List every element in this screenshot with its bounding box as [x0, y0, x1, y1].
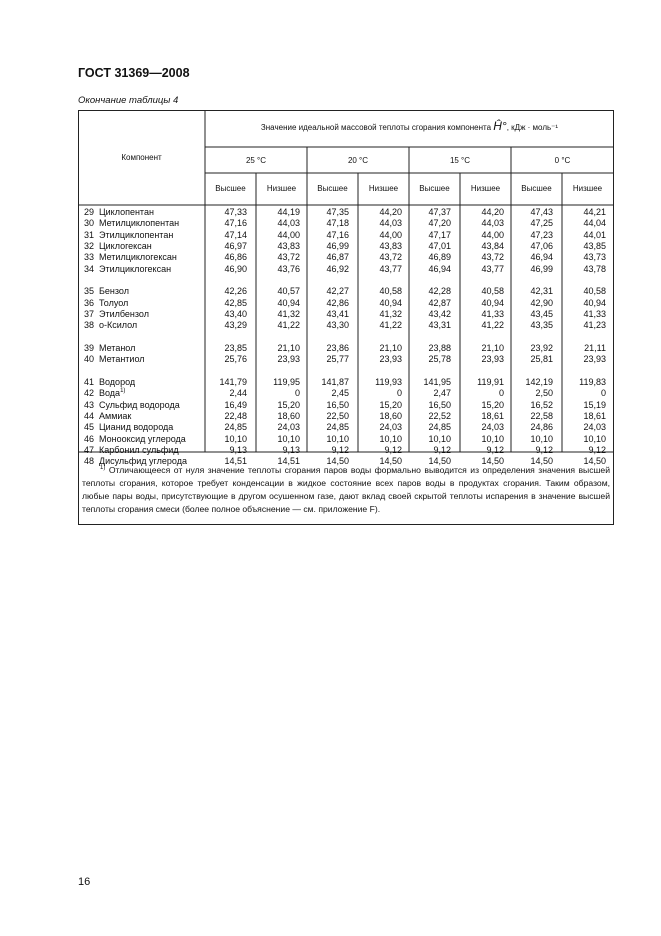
- value-higher: 141,95: [423, 377, 451, 388]
- component-name-text: о-Ксилол: [99, 320, 138, 331]
- value-higher: 24,85: [326, 422, 349, 433]
- value-lower: 15,20: [481, 399, 504, 410]
- value-lower: 44,00: [379, 229, 402, 240]
- footnote: [82, 464, 610, 516]
- value-higher: 14,51: [224, 456, 247, 467]
- value-higher: 2,44: [229, 388, 247, 399]
- value-higher: 141,79: [219, 377, 247, 388]
- value-higher: 47,25: [530, 218, 553, 229]
- temp-header-20: 20 °С: [347, 156, 369, 165]
- value-lower: 21,10: [277, 343, 300, 353]
- value-lower: 44,20: [379, 207, 402, 217]
- value-lower: 18,60: [277, 411, 300, 421]
- component-name-text: Метилциклопентан: [99, 218, 180, 229]
- component-name: [99, 445, 179, 455]
- value-lower: 14,51: [277, 456, 300, 467]
- value-lower: 43,77: [481, 263, 504, 274]
- value-lower: 40,58: [481, 286, 504, 297]
- value-lower: 44,21: [583, 207, 606, 217]
- value-higher: 10,10: [224, 433, 247, 444]
- value-higher: 16,50: [428, 399, 451, 410]
- value-lower: 0: [600, 388, 606, 399]
- value-higher: 142,19: [525, 377, 553, 388]
- value-higher: 47,35: [326, 207, 349, 217]
- value-lower: 15,19: [583, 399, 606, 410]
- subheader-higher: Высшее: [215, 184, 246, 193]
- value-higher: 2,47: [433, 388, 451, 399]
- row-number: 30: [83, 218, 94, 229]
- value-lower: 43,77: [379, 263, 402, 274]
- value-lower: 44,03: [379, 218, 402, 229]
- value-higher: 46,94: [428, 263, 451, 274]
- value-higher: 46,92: [326, 263, 349, 274]
- value-higher: 43,31: [428, 320, 451, 331]
- value-higher: 16,52: [530, 399, 553, 410]
- value-higher: 42,85: [224, 297, 247, 308]
- value-lower: 41,23: [583, 320, 606, 331]
- value-lower: 9,12: [486, 444, 504, 455]
- value-lower: 40,94: [277, 297, 300, 308]
- value-higher: 42,86: [326, 297, 349, 308]
- component-name: [99, 388, 125, 398]
- value-lower: 43,72: [379, 252, 402, 263]
- value-higher: 42,87: [428, 297, 451, 308]
- value-higher: 10,10: [428, 433, 451, 444]
- value-lower: 43,78: [583, 263, 606, 274]
- value-higher: 24,86: [530, 422, 553, 433]
- component-name-text: Этилбензол: [99, 308, 149, 319]
- value-higher: 46,99: [326, 240, 349, 251]
- row-number: 38: [83, 320, 94, 331]
- temp-header-0: 0 °С: [554, 156, 571, 165]
- value-higher: 46,87: [326, 252, 349, 263]
- component-name: [99, 411, 131, 421]
- subheader-lower: Низшее: [368, 184, 399, 193]
- value-higher: 23,85: [224, 343, 247, 353]
- component-name-text: Сульфид водорода: [99, 399, 180, 410]
- value-lower: 40,94: [583, 297, 606, 308]
- value-higher: 16,50: [326, 399, 349, 410]
- main-header: [205, 121, 614, 133]
- value-lower: 44,04: [583, 218, 606, 229]
- value-higher: 47,37: [428, 207, 451, 217]
- row-number: 46: [83, 433, 94, 444]
- value-higher: 47,18: [326, 218, 349, 229]
- component-name-text: Метантиол: [99, 354, 145, 365]
- page-number: 16: [78, 876, 91, 888]
- value-lower: 0: [498, 388, 504, 399]
- row-number: 33: [83, 252, 94, 263]
- component-name-text: Этилциклогексан: [99, 263, 172, 274]
- row-number: 43: [83, 399, 94, 410]
- value-lower: 24,03: [481, 422, 504, 433]
- value-higher: 25,77: [326, 354, 349, 365]
- value-lower: 24,03: [379, 422, 402, 433]
- value-higher: 46,99: [530, 263, 553, 274]
- row-number: 29: [83, 207, 94, 217]
- value-lower: 10,10: [277, 433, 300, 444]
- value-lower: 18,61: [583, 411, 606, 421]
- component-name-text: Цианид водорода: [99, 422, 174, 433]
- value-higher: 24,85: [428, 422, 451, 433]
- value-lower: 119,83: [579, 377, 606, 388]
- value-higher: 47,17: [428, 229, 451, 240]
- component-name: [99, 343, 135, 353]
- value-higher: 22,52: [428, 411, 451, 421]
- value-higher: 23,88: [428, 343, 451, 353]
- component-name-text: Метанол: [99, 343, 136, 353]
- footnote-marker: 1): [100, 465, 106, 472]
- value-higher: 9,12: [433, 444, 451, 455]
- value-lower: 41,32: [379, 308, 402, 319]
- value-lower: 119,93: [375, 377, 402, 388]
- table-caption: Окончание таблицы 4: [78, 95, 179, 106]
- value-lower: 44,19: [277, 207, 300, 217]
- value-higher: 2,50: [535, 388, 553, 399]
- value-higher: 47,06: [530, 240, 553, 251]
- value-higher: 25,76: [224, 354, 247, 365]
- component-name-text: Водород: [99, 377, 136, 388]
- value-lower: 0: [294, 388, 300, 399]
- value-higher: 22,50: [326, 411, 349, 421]
- value-lower: 44,20: [481, 207, 504, 217]
- row-number: 36: [83, 297, 94, 308]
- value-lower: 119,95: [273, 377, 300, 388]
- main-header-unit: , кДж · моль⁻¹: [506, 123, 559, 132]
- value-higher: 22,48: [224, 411, 247, 421]
- component-name-text: Карбонил сульфид: [99, 444, 179, 455]
- value-lower: 41,22: [277, 320, 300, 331]
- value-higher: 47,01: [428, 240, 451, 251]
- value-higher: 22,58: [530, 411, 553, 421]
- value-higher: 43,42: [428, 308, 451, 319]
- value-higher: 47,16: [326, 229, 349, 240]
- temp-header-15: 15 °С: [449, 156, 471, 165]
- component-name: [99, 264, 171, 274]
- value-lower: 43,72: [481, 252, 504, 263]
- row-number: 34: [83, 263, 94, 274]
- value-higher: 43,40: [224, 308, 247, 319]
- value-lower: 10,10: [481, 433, 504, 444]
- component-header: Компонент: [121, 153, 162, 162]
- value-lower: 21,10: [481, 343, 504, 353]
- value-lower: 21,11: [584, 343, 606, 353]
- value-higher: 25,78: [428, 354, 451, 365]
- component-name-text: Монооксид углерода: [99, 433, 186, 444]
- value-higher: 46,89: [428, 252, 451, 263]
- value-lower: 23,93: [379, 354, 402, 365]
- value-higher: 141,87: [321, 377, 349, 388]
- value-lower: 23,93: [277, 354, 300, 365]
- row-number: 39: [83, 343, 94, 353]
- value-lower: 24,03: [583, 422, 606, 433]
- footnote-ref: 1): [120, 388, 126, 395]
- subheader-higher: Высшее: [521, 184, 552, 193]
- value-higher: 47,20: [428, 218, 451, 229]
- value-higher: 25,81: [530, 354, 553, 365]
- component-name-text: Вода: [99, 388, 121, 399]
- value-lower: 44,01: [583, 229, 606, 240]
- value-higher: 42,90: [530, 297, 553, 308]
- component-name-text: Циклопентан: [99, 207, 154, 217]
- value-lower: 43,83: [379, 240, 402, 251]
- value-higher: 14,50: [326, 456, 349, 467]
- component-name-text: Метилциклогексан: [99, 252, 177, 263]
- value-lower: 14,50: [481, 456, 504, 467]
- value-lower: 40,94: [379, 297, 402, 308]
- component-name-text: Циклогексан: [99, 240, 152, 251]
- value-lower: 43,85: [583, 240, 606, 251]
- document-title: ГОСТ 31369—2008: [78, 66, 190, 80]
- row-number: 48: [83, 456, 94, 467]
- value-lower: 21,10: [379, 343, 402, 353]
- value-higher: 9,12: [331, 444, 349, 455]
- data-table: [78, 110, 614, 525]
- subheader-lower: Низшее: [572, 184, 603, 193]
- component-name-text: Дисульфид углерода: [99, 456, 187, 467]
- component-name-text: Толуол: [99, 297, 129, 308]
- value-lower: 15,20: [379, 399, 402, 410]
- value-lower: 41,33: [583, 308, 606, 319]
- value-lower: 40,57: [277, 286, 300, 297]
- value-lower: 18,61: [481, 411, 504, 421]
- row-number: 42: [83, 388, 94, 399]
- value-higher: 42,27: [326, 286, 349, 297]
- value-lower: 41,33: [481, 308, 504, 319]
- value-higher: 9,12: [535, 444, 553, 455]
- value-higher: 43,41: [326, 308, 349, 319]
- value-lower: 9,12: [588, 444, 606, 455]
- value-higher: 10,10: [530, 433, 553, 444]
- value-higher: 46,94: [530, 252, 553, 263]
- value-higher: 43,30: [326, 320, 349, 331]
- subheader-higher: Высшее: [317, 184, 348, 193]
- value-lower: 43,76: [277, 263, 300, 274]
- value-higher: 47,23: [530, 229, 553, 240]
- value-lower: 43,73: [583, 252, 606, 263]
- component-name-text: Бензол: [99, 286, 129, 297]
- component-name: [99, 422, 173, 432]
- value-lower: 41,22: [379, 320, 402, 331]
- value-higher: 23,86: [326, 343, 349, 353]
- value-higher: 23,92: [530, 343, 553, 353]
- value-lower: 15,20: [277, 399, 300, 410]
- subheader-lower: Низшее: [266, 184, 297, 193]
- value-lower: 10,10: [583, 433, 606, 444]
- value-higher: 43,35: [530, 320, 553, 331]
- value-lower: 14,50: [379, 456, 402, 467]
- component-name: [99, 298, 128, 308]
- value-lower: 43,72: [277, 252, 300, 263]
- value-higher: 47,14: [224, 229, 247, 240]
- value-higher: 46,86: [224, 252, 247, 263]
- row-number: 45: [83, 422, 94, 433]
- value-higher: 47,43: [530, 207, 553, 217]
- component-name: [99, 400, 180, 410]
- temp-header-25: 25 °С: [245, 156, 267, 165]
- component-name-text: Этилциклопентан: [99, 229, 174, 240]
- footnote-text: Отличающееся от нуля значение теплоты сгорания паров воды формально выводится из определения значения высшей теплоты сгорания, которое требует конденсации в жидкое состояние всех паров воды в продуктах сгорания. Таким образом, любые пары воды, присутствующие в другом осушенном газе, дают вклад своей скрытой теплоты испарения в значение высшей теплоты сгорания смеси (более полное объяснение — см. приложение F).: [82, 465, 611, 514]
- value-higher: 47,33: [224, 207, 247, 217]
- value-lower: 9,12: [384, 444, 402, 455]
- value-higher: 16,49: [224, 399, 247, 410]
- component-name: [99, 252, 177, 262]
- value-higher: 42,26: [224, 286, 247, 297]
- value-lower: 44,03: [277, 218, 300, 229]
- row-number: 31: [83, 229, 94, 240]
- component-name: [99, 207, 154, 217]
- row-number: 35: [83, 286, 94, 297]
- value-lower: 44,03: [481, 218, 504, 229]
- value-lower: 41,32: [277, 308, 300, 319]
- component-name: [99, 241, 152, 251]
- row-number: 47: [83, 444, 94, 455]
- subheader-lower: Низшее: [470, 184, 501, 193]
- value-lower: 40,94: [481, 297, 504, 308]
- value-higher: 9,13: [229, 444, 247, 455]
- component-name-text: Аммиак: [99, 411, 132, 421]
- row-number: 40: [83, 354, 94, 365]
- value-lower: 44,00: [277, 229, 300, 240]
- value-lower: 43,84: [481, 240, 504, 251]
- value-higher: 43,29: [224, 320, 247, 331]
- value-higher: 47,16: [224, 218, 247, 229]
- component-name: [99, 320, 137, 330]
- row-number: 37: [83, 308, 94, 319]
- value-higher: 42,28: [428, 286, 451, 297]
- value-lower: 24,03: [277, 422, 300, 433]
- row-number: 32: [83, 240, 94, 251]
- value-higher: 42,31: [530, 286, 553, 297]
- value-lower: 41,22: [481, 320, 504, 331]
- value-higher: 46,97: [224, 240, 247, 251]
- component-name: [99, 286, 129, 296]
- component-name: [99, 309, 149, 319]
- value-lower: 43,83: [277, 240, 300, 251]
- value-lower: 40,58: [379, 286, 402, 297]
- component-name: [99, 354, 145, 364]
- value-lower: 10,10: [379, 433, 402, 444]
- value-lower: 119,91: [477, 377, 504, 388]
- value-lower: 23,93: [583, 354, 606, 365]
- component-name: [99, 434, 186, 444]
- value-higher: 46,90: [224, 263, 247, 274]
- value-lower: 40,58: [583, 286, 606, 297]
- value-lower: 23,93: [481, 354, 504, 365]
- row-number: 44: [83, 411, 94, 421]
- value-lower: 9,13: [282, 444, 300, 455]
- row-number: 41: [83, 377, 94, 388]
- component-name: [99, 218, 179, 228]
- value-higher: 10,10: [326, 433, 349, 444]
- subheader-higher: Высшее: [419, 184, 450, 193]
- value-lower: 0: [396, 388, 402, 399]
- main-header-symbol: Ĥ°: [493, 119, 507, 133]
- value-lower: 18,60: [379, 411, 402, 421]
- main-header-text: Значение идеальной массовой теплоты сгорания компонента: [260, 123, 492, 132]
- value-higher: 24,85: [224, 422, 247, 433]
- value-lower: 44,00: [481, 229, 504, 240]
- value-lower: 14,50: [583, 456, 606, 467]
- component-name: [99, 230, 173, 240]
- value-higher: 43,45: [530, 308, 553, 319]
- value-higher: 14,50: [530, 456, 553, 467]
- value-higher: 2,45: [331, 388, 349, 399]
- value-higher: 14,50: [428, 456, 451, 467]
- component-name: [99, 377, 135, 387]
